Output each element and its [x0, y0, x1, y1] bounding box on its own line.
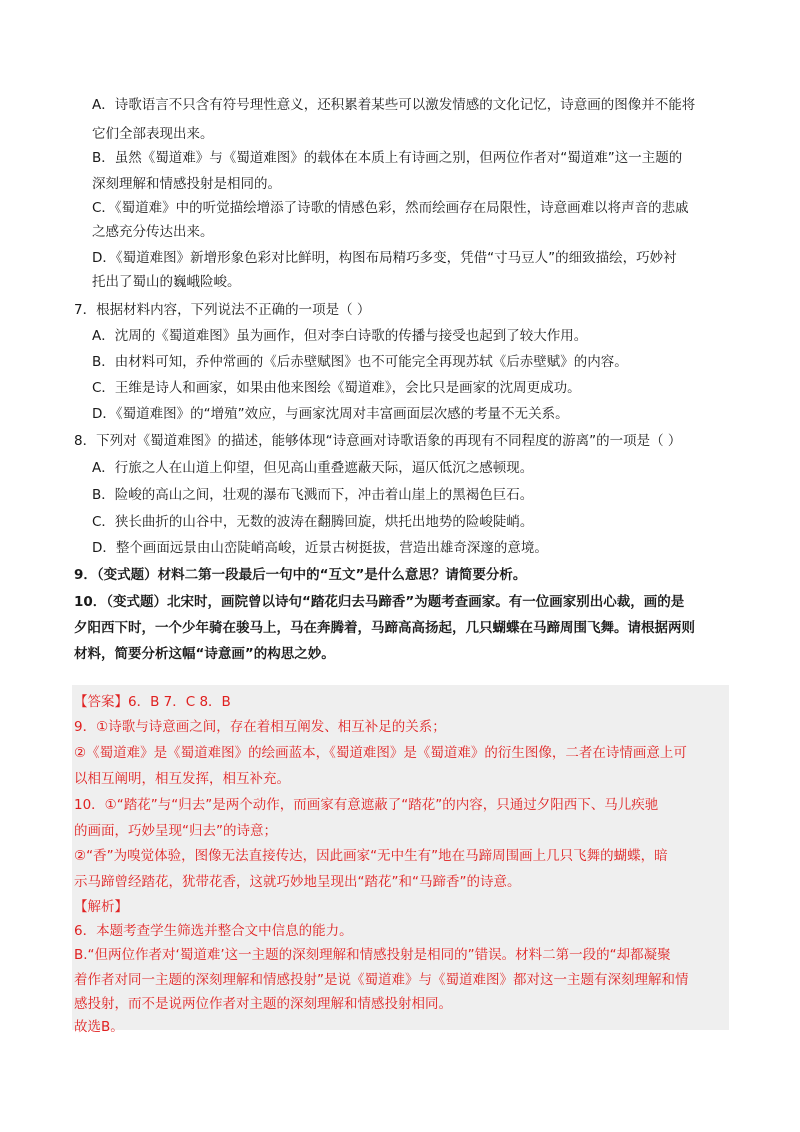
answer-9-line3: 以相互阐明，相互发挥，相互补充。 [74, 771, 290, 787]
answer-9-line2: ②《蜀道难》是《蜀道难图》的绘画蓝本，《蜀道难图》是《蜀道难》的衍生图像，二者在诗情画意上可 [74, 745, 687, 761]
q7-option-c: C．王维是诗人和画家，如果由他来图绘《蜀道难》，会比只是画家的沈周更成功。 [92, 380, 581, 396]
q8-option-b: B．险峻的高山之间，壮观的瀑布飞溅而下，冲击着山崖上的黑褐色巨石。 [92, 487, 534, 503]
analysis-line1: 6．本题考查学生筛选并整合文中信息的能力。 [74, 923, 353, 939]
q6-option-d-line1: D．《蜀道难图》新增形象色彩对比鲜明，构图布局精巧多变，凭借“寸马豆人”的细致描绘，巧妙衬 [92, 250, 677, 266]
q7-stem: 7．根据材料内容，下列说法不正确的一项是（ ） [74, 302, 371, 318]
answer-10-line3: ②“香”为嗅觉体验，图像无法直接传达，因此画家“无中生有”地在马蹄周围画上几只飞舞的蝴蝶，暗 [74, 848, 668, 864]
q6-option-b-line1: B．虽然《蜀道难》与《蜀道难图》的载体在本质上有诗画之别，但两位作者对“蜀道难”这一主题的 [92, 150, 683, 166]
q6-option-c-line2: 之感充分传达出来。 [92, 224, 214, 240]
q7-option-d: D．《蜀道难图》的“增殖”效应，与画家沈周对丰富画面层次感的考量不无关系。 [92, 406, 569, 422]
analysis-line2: B.“但两位作者对‘蜀道难’这一主题的深刻理解和情感投射是相同的”错误。材料二第一段的“却都凝聚 [74, 947, 671, 963]
q6-option-a-line2: 它们全部表现出来。 [92, 126, 214, 142]
answer-header: 【答案】6．B 7．C 8．B [74, 694, 231, 710]
q10-line2: 夕阳西下时，一个少年骑在骏马上，马在奔腾着，马蹄高高扬起，几只蝴蝶在马蹄周围飞舞。请根据两则 [74, 620, 695, 636]
q6-option-a-line1: A．诗歌语言不只含有符号理性意义，还积累着某些可以激发情感的文化记忆，诗意画的图像并不能将 [92, 97, 696, 113]
answer-10-line2: 的画面，巧妙呈现“归去”的诗意； [74, 823, 277, 839]
q8-option-d: D．整个画面远景由山峦陡峭高峻，近景古树挺拔，营造出雄奇深邃的意境。 [92, 540, 548, 556]
analysis-line4: 感投射，而不是说两位作者对主题的深刻理解和情感投射相同。 [74, 996, 452, 1012]
answer-10-line1: 10．①“踏花”与“归去”是两个动作，而画家有意遮蔽了“踏花”的内容，只通过夕阳西下、马儿疾驰 [74, 797, 659, 813]
analysis-line3: 着作者对同一主题的深刻理解和情感投射”是说《蜀道难》与《蜀道难图》都对这一主题有深刻理解和情 [74, 972, 689, 988]
q10-line3: 材料，简要分析这幅“诗意画”的构思之妙。 [74, 646, 335, 662]
q7-option-b: B．由材料可知，乔仲常画的《后赤壁赋图》也不可能完全再现苏轼《后赤壁赋》的内容。 [92, 354, 628, 370]
analysis-line5: 故选B。 [74, 1019, 124, 1035]
q6-option-b-line2: 深刻理解和情感投射是相同的。 [92, 176, 281, 192]
q8-stem: 8．下列对《蜀道难图》的描述，能够体现“诗意画对诗歌语象的再现有不同程度的游离”的一项是（ ） [74, 433, 682, 449]
q9-stem: 9．（变式题）材料二第一段最后一句中的“互文”是什么意思？请简要分析。 [74, 567, 527, 583]
q10-line1: 10．（变式题）北宋时，画院曾以诗句“踏花归去马蹄香”为题考查画家。有一位画家别出心裁，画的是 [74, 594, 685, 610]
q8-option-a: A．行旅之人在山道上仰望，但见高山重叠遮蔽天际，逼仄低沉之感顿现。 [92, 460, 534, 476]
analysis-header: 【解析】 [74, 899, 128, 915]
q6-option-d-line2: 托出了蜀山的巍峨险峻。 [92, 274, 241, 290]
answer-10-line4: 示马蹄曾经踏花，犹带花香，这就巧妙地呈现出“踏花”和“马蹄香”的诗意。 [74, 874, 521, 890]
answer-9-line1: 9．①诗歌与诗意画之间，存在着相互阐发、相互补足的关系； [74, 719, 446, 735]
q7-option-a: A．沈周的《蜀道难图》虽为画作，但对李白诗歌的传播与接受也起到了较大作用。 [92, 328, 588, 344]
q8-option-c: C．狭长曲折的山谷中，无数的波涛在翻腾回旋，烘托出地势的险峻陡峭。 [92, 514, 534, 530]
q6-option-c-line1: C．《蜀道难》中的听觉描绘增添了诗歌的情感色彩，然而绘画存在局限性，诗意画难以将声音的悲戚 [92, 200, 689, 216]
